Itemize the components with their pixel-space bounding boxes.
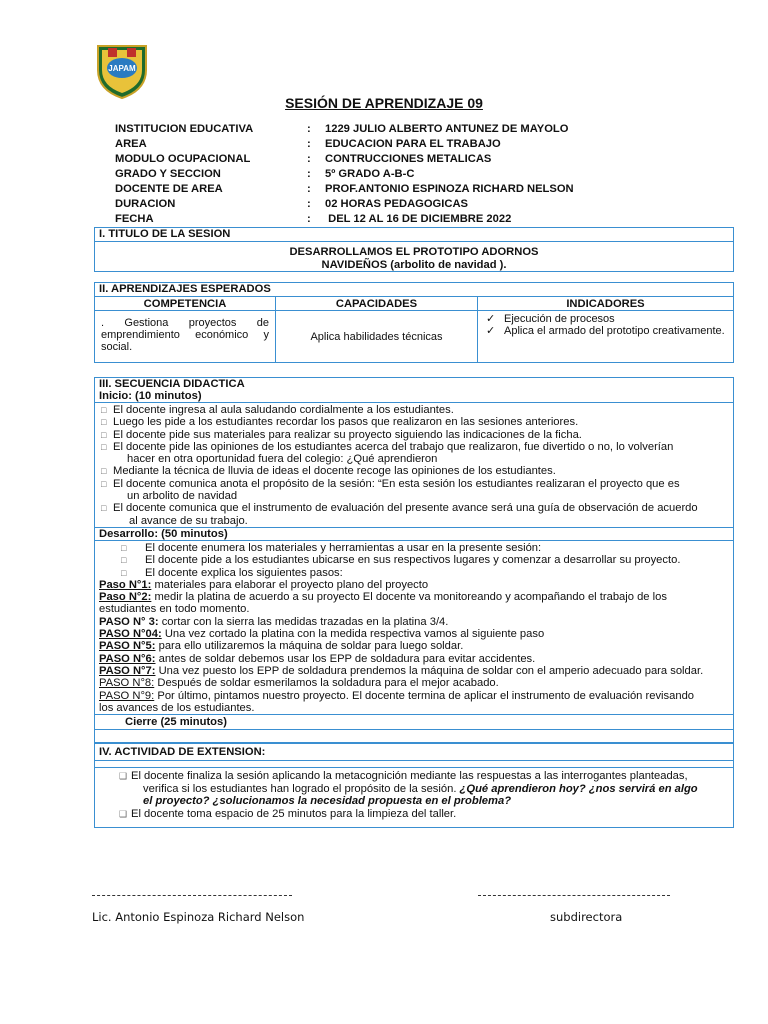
bullet-icon: □ [101,441,107,452]
desarrollo-label: Desarrollo: (50 minutos) [95,527,733,541]
list-item-cont: verifica si los estudiantes han logrado el propósito de la sesión. ¿Qué aprendieron hoy? ¿nos servirá en algo [143,782,698,795]
paso-item: PASO N°7: Una vez puesto los EPP de soldadura prendemos la máquina de soldar con el amperio adecuado para soldar. [99,664,704,677]
session-title-line: DESARROLLAMOS EL PROTOTIPO ADORNOS [289,246,539,258]
paso-item-cont: los avances de los estudiantes. [99,701,255,714]
paso-item-cont: estudiantes en todo momento. [99,603,250,616]
bullet-icon: □ [101,417,107,428]
section-header: I. TITULO DE LA SESION [95,228,733,242]
list-item: □ Mediante la técnica de lluvia de ideas el docente recoge las opiniones de los estudiantes. [101,465,556,478]
list-item-cont: hacer en otra oportunidad fuera del colegio: ¿Qué aprendieron [127,453,438,466]
paso-item: PASO N°04: Una vez cortado la platina con la medida respectiva vamos al siguiente paso [99,628,545,641]
column-header: CAPACIDADES [276,297,478,310]
bullet-icon: □ [101,503,107,514]
logo-text: JAPAM [108,64,136,73]
paso-item: PASO N°9: Por último, pintamos nuestro proyecto. El docente termina de aplicar el instrumento de evaluación revisando [99,689,695,702]
inicio-list [95,403,733,527]
info-row-modulo: MODULO OCUPACIONAL : CONTRUCCIONES METALICAS [115,153,492,165]
check-icon: ✓ [486,325,496,337]
paso-item: Paso N°2: medir la platina de acuerdo a su proyecto El docente va monitoreando y acompañando el trabajo de los [99,591,667,604]
bullet-icon: □ [101,429,107,440]
section-titulo [94,227,734,272]
page-title: SESIÓN DE APRENDIZAJE 09 [285,95,483,111]
section-header: II. APRENDIZAJES ESPERADOS [95,283,733,297]
list-item-cont: al avance de su trabajo. [129,514,248,527]
inicio-label: Inicio: (10 minutos) [95,390,733,403]
list-item: □ El docente pide las opiniones de los estudiantes acerca del trabajo que realizaron, fue divertido o no, lo volverían [101,440,674,453]
indicador-item: ✓ Ejecución de procesos [486,313,615,325]
bullet-icon: □ [101,466,107,477]
signature-name-right: subdirectora [550,910,623,924]
paso-item: PASO N°5: para ello utilizaremos la máquina de soldar para luego soldar. [99,640,464,653]
signature-line-right [478,895,670,896]
info-row-grado: GRADO Y SECCION : 5º GRADO A-B-C [115,168,415,180]
bullet-icon: □ [121,542,127,553]
session-title-line: NAVIDEÑOS (arbolito de navidad ). [321,259,507,271]
list-item: □ Luego les pide a los estudiantes recordar los pasos que realizaron en las sesiones anteriores. [101,416,579,429]
section-header: IV. ACTIVIDAD DE EXTENSION: [95,744,733,761]
info-row-fecha: FECHA : DEL 12 AL 16 DE DICIEMBRE 2022 [115,213,512,225]
bullet-icon: □ [121,567,127,578]
paso-item: PASO N° 3: cortar con la sierra las medidas trazadas en la platina 3/4. [99,615,449,628]
list-item: □ El docente pide sus materiales para realizar su proyecto siguiendo las indicaciones de la ficha. [101,428,582,441]
info-row-area: AREA : EDUCACION PARA EL TRABAJO [115,138,501,150]
section-extension [94,743,734,828]
desarrollo-list [95,541,733,714]
column-header: COMPETENCIA [95,297,276,310]
list-item: ❑ El docente finaliza la sesión aplicando la metacognición mediante las respuestas a las interrogantes planteadas, [119,770,688,782]
paso-item: PASO N°6: antes de soldar debemos usar los EPP de soldadura para evitar accidentes. [99,652,536,665]
info-row-institucion: INSTITUCION EDUCATIVA : 1229 JULIO ALBERTO ANTUNEZ DE MAYOLO [115,123,569,135]
list-item: □ El docente comunica anota el propósito de la sesión: “En esta sesión los estudiantes realizaran el proyecto que es [101,477,680,490]
info-row-duracion: DURACION : 02 HORAS PEDAGOGICAS [115,198,468,210]
section-header: III. SECUENCIA DIDACTICA [99,378,245,390]
list-item: □ El docente enumera los materiales y herramientas a usar en la presente sesión: [121,541,542,554]
list-item-cont: un arbolito de navidad [127,490,238,503]
indicador-item: ✓ Aplica el armado del prototipo creativamente. [486,325,725,337]
signature-line-left [92,895,292,896]
list-item: □ El docente pide a los estudiantes ubicarse en sus respectivos lugares y comenzar a desarrollar su proyecto. [121,554,681,567]
bullet-icon: ❑ [119,808,128,819]
paso-item: Paso N°1: materiales para elaborar el proyecto plano del proyecto [99,578,429,591]
section-aprendizajes [94,282,734,363]
bullet-icon: □ [101,405,107,415]
section-secuencia [94,377,734,743]
capacidad-cell: Aplica habilidades técnicas [310,331,443,343]
school-logo [92,40,152,100]
list-item: □ El docente ingresa al aula saludando cordialmente a los estudiantes. [101,404,454,416]
signature-name-left: Lic. Antonio Espinoza Richard Nelson [92,910,305,924]
paso-item: PASO N°8: Después de soldar esmerilamos la soldadura para el mejor acabado. [99,677,499,690]
bullet-icon: ❑ [119,771,128,781]
info-block [115,122,574,227]
check-icon: ✓ [486,313,496,325]
list-item: □ El docente comunica que el instrumento de evaluación del presente avance será una guía de observación de acuerdo [101,502,698,515]
list-item: ❑ El docente toma espacio de 25 minutos para la limpieza del taller. [119,807,457,820]
bullet-icon: □ [101,478,107,489]
info-row-docente: DOCENTE DE AREA : PROF.ANTONIO ESPINOZA RICHARD NELSON [115,183,574,195]
list-item: □ El docente explica los siguientes pasos: [121,566,343,579]
cierre-label: Cierre (25 minutos) [95,714,733,730]
bullet-icon: □ [121,555,127,566]
competencia-cell: . Gestiona proyectos de emprendimiento económico y social. [101,317,269,353]
list-item-cont: el proyecto? ¿solucionamos la necesidad propuesta en el problema? [143,795,512,807]
extension-list [95,768,733,820]
column-header: INDICADORES [566,298,645,310]
